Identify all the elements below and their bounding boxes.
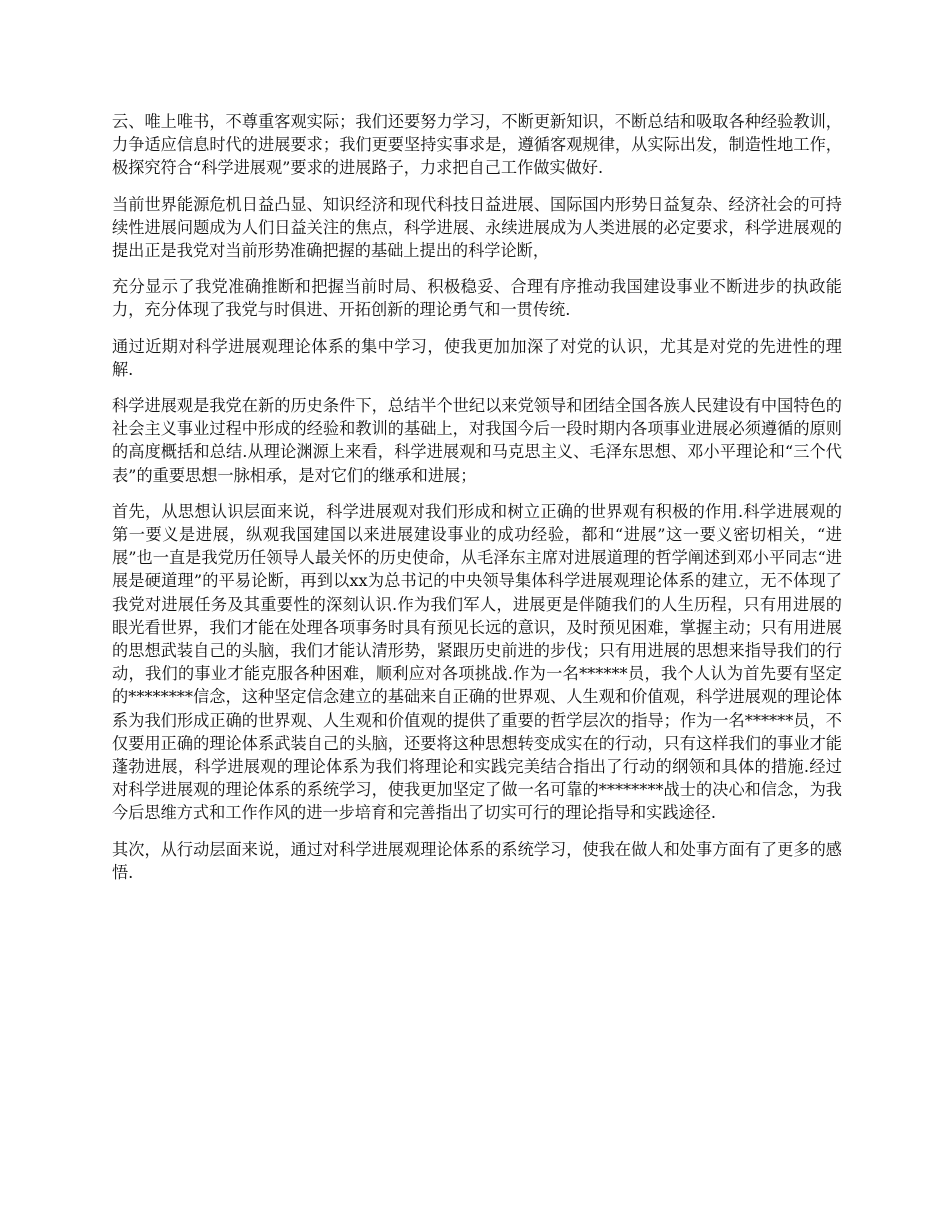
paragraph: 当前世界能源危机日益凸显、知识经济和现代科技日益进展、国际国内形势日益复杂、经济社会的可持续性进展问题成为人们日益关注的焦点，科学进展、永续进展成为人类进展的必定要求，科学进展观的提出正是我党对当前形势准确把握的基础上提出的科学论断， xyxy=(112,194,842,261)
paragraph: 云、唯上唯书，不尊重客观实际；我们还要努力学习，不断更新知识，不断总结和吸取各种经验教训，力争适应信息时代的进展要求；我们更要坚持实事求是，遵循客观规律，从实际出发，制造性地工作，极探究符合“科学进展观”要求的进展路子，力求把自己工作做实做好. xyxy=(112,112,842,178)
document-body xyxy=(112,110,842,897)
paragraph: 科学进展观是我党在新的历史条件下，总结半个世纪以来党领导和团结全国各族人民建设有中国特色的社会主义事业过程中形成的经验和教训的基础上，对我国今后一段时期内各项事业进展必须遵循的原则的高度概括和总结.从理论渊源上来看，科学进展观和马克思主义、毛泽东思想、邓小平理论和“三个代表”的重要思想一脉相承，是对它们的继承和进展； xyxy=(112,396,842,485)
paragraph: 通过近期对科学进展观理论体系的集中学习，使我更加加深了对党的认识，尤其是对党的先进性的理解. xyxy=(112,336,842,379)
paragraph: 首先，从思想认识层面来说，科学进展观对我们形成和树立正确的世界观有积极的作用.科学进展观的第一要义是进展，纵观我国建国以来进展建设事业的成功经验，都和“进展”这一要义密切相关，“进展”也一直是我党历任领导人最关怀的历史使命，从毛泽东主席对进展道理的哲学阐述到邓小平同志“进展是硬道理”的平易论断，再到以xx为总书记的中央领导集体科学进展观理论体系的建立，无不体现了我党对进展任务及其重要性的深刻认识.作为我们军人，进展更是伴随我们的人生历程，只有用进展的眼光看世界，我们才能在处理各项事务时具有预见长远的意识，及时预见困难，掌握主动；只有用进展的思想武装自己的头脑，我们才能认清形势，紧跟历史前进的步伐；只有用进展的思想来指导我们的行动，我们的事业才能克服各种困难，顺利应对各项挑战.作为一名******员，我个人认为首先要有坚定的********信念，这种坚定信念建立的基础来自正确的世界观、人生观和价值观，科学进展观的理论体系为我们形成正确的世界观、人生观和价值观的提供了重要的哲学层次的指导；作为一名******员，不仅要用正确的理论体系武装自己的头脑，还要将这种思想转变成实在的行动，只有这样我们的事业才能蓬勃进展，科学进展观的理论体系为我们将理论和实践完美结合指出了行动的纲领和具体的措施.经过对科学进展观的理论体系的系统学习，使我更加坚定了做一名可靠的********战士的决心和信念，为我今后思维方式和工作作风的进一步培育和完善指出了切实可行的理论指导和实践途径. xyxy=(112,501,842,823)
paragraph: 其次，从行动层面来说，通过对科学进展观理论体系的系统学习，使我在做人和处事方面有了更多的感悟. xyxy=(112,839,842,882)
paragraph: 充分显示了我党准确推断和把握当前时局、积极稳妥、合理有序推动我国建设事业不断进步的执政能力，充分体现了我党与时俱进、开拓创新的理论勇气和一贯传统. xyxy=(112,277,842,320)
